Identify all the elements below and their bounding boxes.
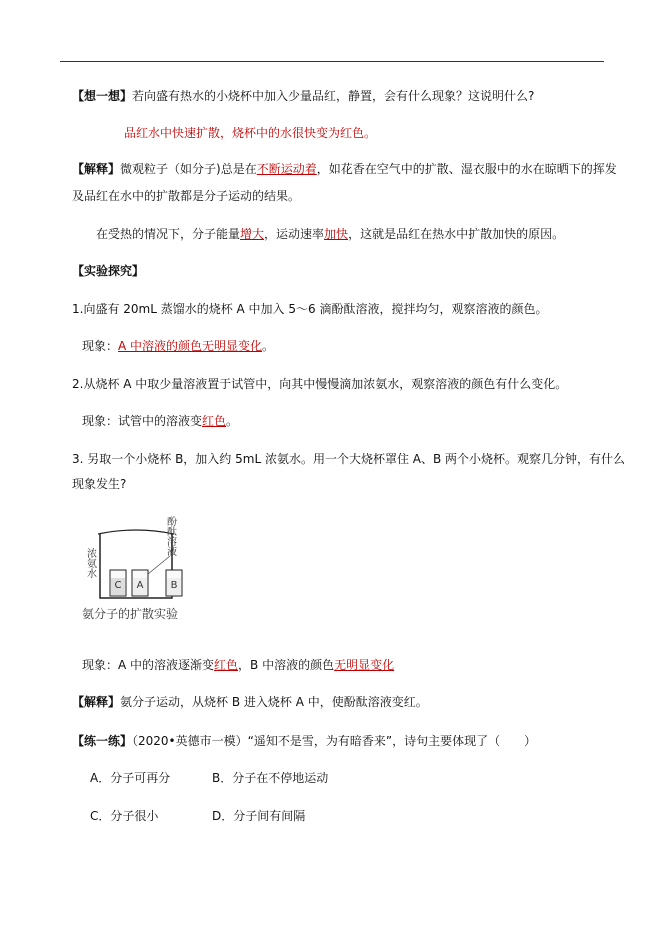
- obs2-end: 。: [226, 414, 239, 428]
- observation1: [82, 338, 274, 354]
- step1: 1.向盛有 20mL 蒸馏水的烧杯 A 中加入 5～6 滴酚酞溶液，搅拌均匀，观察溶液的颜色。: [72, 302, 548, 316]
- step3-line2: 现象发生?: [72, 477, 127, 491]
- explain1-line3-mid: ，运动速率: [264, 227, 325, 241]
- obs1-end: 。: [262, 339, 275, 353]
- think-question: [72, 88, 534, 104]
- obs1-label: 现象：: [82, 339, 119, 353]
- obs2-label: 现象：试管中的溶液变: [82, 414, 203, 428]
- option-d: D．分子间有间隔: [212, 809, 306, 823]
- option-c: C．分子很小: [90, 809, 159, 823]
- think-label: 【想一想】: [72, 89, 133, 103]
- experiment-title: 【实验探究】: [72, 264, 145, 278]
- beaker-a-label: A: [136, 580, 144, 591]
- explain2-label: 【解释】: [72, 695, 121, 709]
- explain1-pre: 微观粒子（如分子)总是在: [120, 162, 257, 176]
- large-beaker-rim: [98, 530, 174, 534]
- explain1-line3-post: ，这就是品红在热水中扩散加快的原因。: [348, 227, 565, 241]
- obs3-key1: 红色: [214, 658, 239, 672]
- think-answer: 品红水中快速扩散，烧杯中的水很快变为红色。: [124, 126, 377, 140]
- figure-caption: 氨分子的扩散实验: [82, 607, 179, 621]
- obs2-key: 红色: [202, 414, 227, 428]
- obs1-key: A 中溶液的颜色无明显变化: [118, 339, 263, 353]
- think-text: 若向盛有热水的小烧杯中加入少量品红，静置，会有什么现象？这说明什么?: [132, 89, 535, 103]
- step2: 2.从烧杯 A 中取少量溶液置于试管中，向其中慢慢滴加浓氨水，观察溶液的颜色有什么变化。: [72, 377, 568, 391]
- beaker-b-label: B: [170, 580, 178, 591]
- explain1-line3: [96, 226, 564, 242]
- obs3-label: 现象：A 中的溶液逐渐变: [82, 658, 215, 672]
- practice-question: [72, 733, 536, 749]
- explain1-line3-key2: 加快: [324, 227, 349, 241]
- option-a: A．分子可再分: [90, 771, 171, 785]
- phenolphthalein-label: 酚酞溶液: [164, 516, 176, 556]
- diffusion-figure: [78, 510, 198, 625]
- explain2-text: 氨分子运动，从烧杯 B 进入烧杯 A 中，使酚酞溶液变红。: [120, 695, 428, 709]
- explain1-post: ，如花香在空气中的扩散、湿衣服中的水在晾晒下的挥发: [316, 162, 617, 176]
- step3-line1: 3. 另取一个小烧杯 B，加入约 5mL 浓氨水。用一个大烧杯罩住 A、B 两个小烧杯。观察几分钟，有什么: [72, 452, 626, 466]
- explain1-line1: [72, 161, 617, 177]
- observation2: [82, 413, 238, 429]
- explain1-line2: 及品红在水中的扩散都是分子运动的结果。: [72, 189, 301, 203]
- explain1-line3-pre: 在受热的情况下，分子能量: [96, 227, 241, 241]
- explain2: [72, 694, 428, 710]
- header-rule: [60, 61, 604, 62]
- ammonia-label: 浓氨水: [84, 548, 96, 578]
- explain1-label: 【解释】: [72, 162, 121, 176]
- practice-label: 【练一练】: [72, 734, 133, 748]
- observation3: [82, 657, 394, 673]
- beaker-c-label: C: [114, 580, 122, 591]
- explain1-key: 不断运动着: [256, 162, 317, 176]
- option-b: B．分子在不停地运动: [212, 771, 329, 785]
- obs3-mid: ，B 中溶液的颜色: [238, 658, 335, 672]
- explain1-line3-key1: 增大: [240, 227, 265, 241]
- obs3-key2: 无明显变化: [334, 658, 395, 672]
- practice-text: （2020•英德市一模）“遥知不是雪，为有暗香来”，诗句主要体现了（ ）: [132, 734, 537, 748]
